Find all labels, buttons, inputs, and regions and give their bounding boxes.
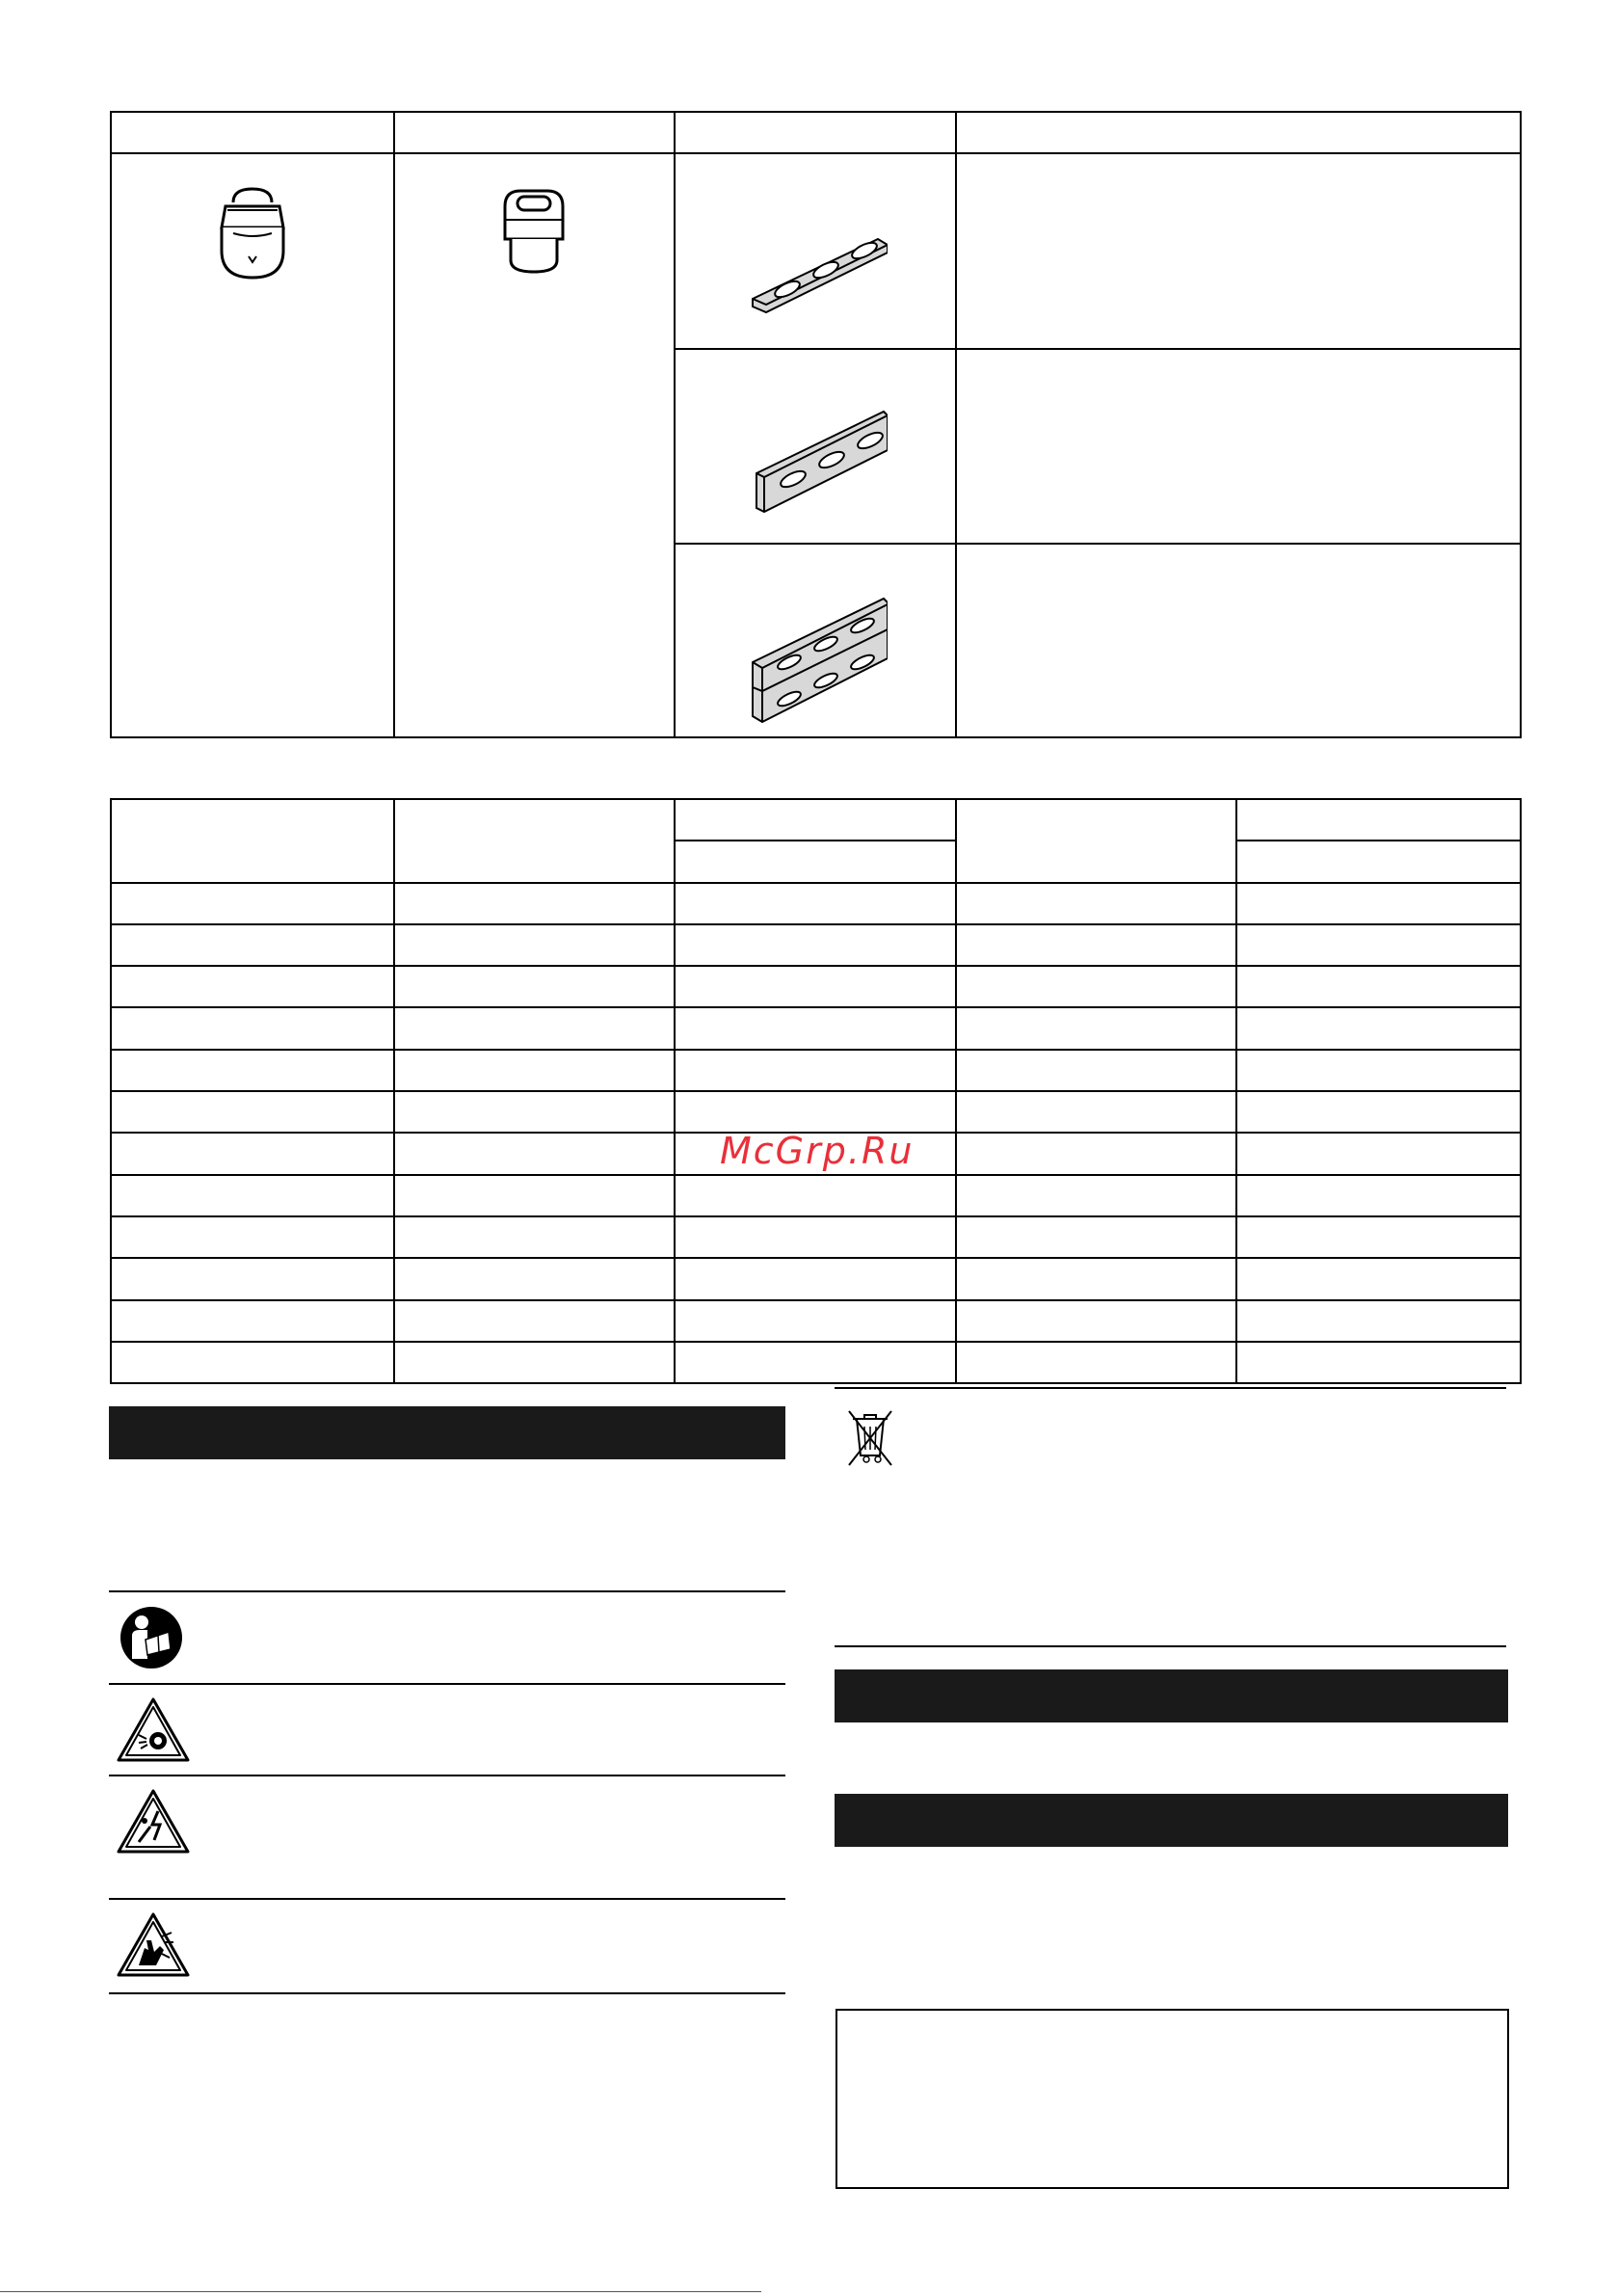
header-cell <box>111 112 394 153</box>
symbols-section-bar <box>109 1406 785 1459</box>
section-bar <box>835 1794 1508 1847</box>
crossed-bin-icon <box>843 1405 897 1473</box>
divider <box>835 1387 1506 1389</box>
punch-cell <box>111 153 394 737</box>
table-row <box>111 924 1521 966</box>
table-row <box>111 1216 1521 1258</box>
read-manual-icon <box>119 1605 184 1674</box>
watermark-text: McGrp.Ru <box>720 1130 915 1172</box>
table-row <box>111 1300 1521 1342</box>
description-cell <box>956 544 1521 737</box>
spec-header-cell <box>111 799 394 883</box>
table-row <box>111 1258 1521 1300</box>
electric-shock-warning-icon <box>116 1788 191 1859</box>
table-row <box>111 883 1521 924</box>
table-row <box>111 1091 1521 1133</box>
divider <box>109 1992 785 1994</box>
table-row <box>111 1342 1521 1383</box>
flat-bar-cell <box>675 153 956 349</box>
punch-die-table <box>110 111 1522 738</box>
table-row <box>111 1007 1521 1050</box>
divider <box>109 1898 785 1900</box>
spec-header-cell <box>675 799 956 841</box>
table-row <box>111 966 1521 1007</box>
specification-table <box>110 798 1522 1384</box>
punch-die-icon <box>204 181 301 287</box>
flat-slotted-bar-icon <box>743 212 888 318</box>
channel-slotted-bar-icon <box>743 595 888 730</box>
section-bar <box>835 1669 1508 1722</box>
divider <box>109 1683 785 1685</box>
description-cell <box>956 153 1521 349</box>
die-holder-icon <box>486 183 582 289</box>
divider <box>109 1775 785 1776</box>
table-row <box>111 1175 1521 1216</box>
table-row <box>111 1050 1521 1091</box>
divider <box>835 1645 1506 1647</box>
spec-subheader-cell <box>1236 841 1521 883</box>
spec-subheader-cell <box>675 841 956 883</box>
description-cell <box>956 349 1521 544</box>
eye-protection-warning-icon <box>116 1696 191 1768</box>
notice-box <box>836 2009 1509 2189</box>
hand-cut-warning-icon <box>116 1911 191 1983</box>
header-cell <box>675 112 956 153</box>
angle-bar-cell <box>675 349 956 544</box>
spec-header-cell <box>1236 799 1521 841</box>
channel-bar-cell <box>675 544 956 737</box>
die-cell <box>394 153 676 737</box>
header-cell <box>394 112 676 153</box>
footer-line <box>0 2291 761 2292</box>
angle-slotted-bar-icon <box>743 402 888 518</box>
header-cell <box>956 112 1521 153</box>
spec-header-cell <box>394 799 676 883</box>
divider <box>109 1590 785 1592</box>
spec-header-cell <box>956 799 1237 883</box>
